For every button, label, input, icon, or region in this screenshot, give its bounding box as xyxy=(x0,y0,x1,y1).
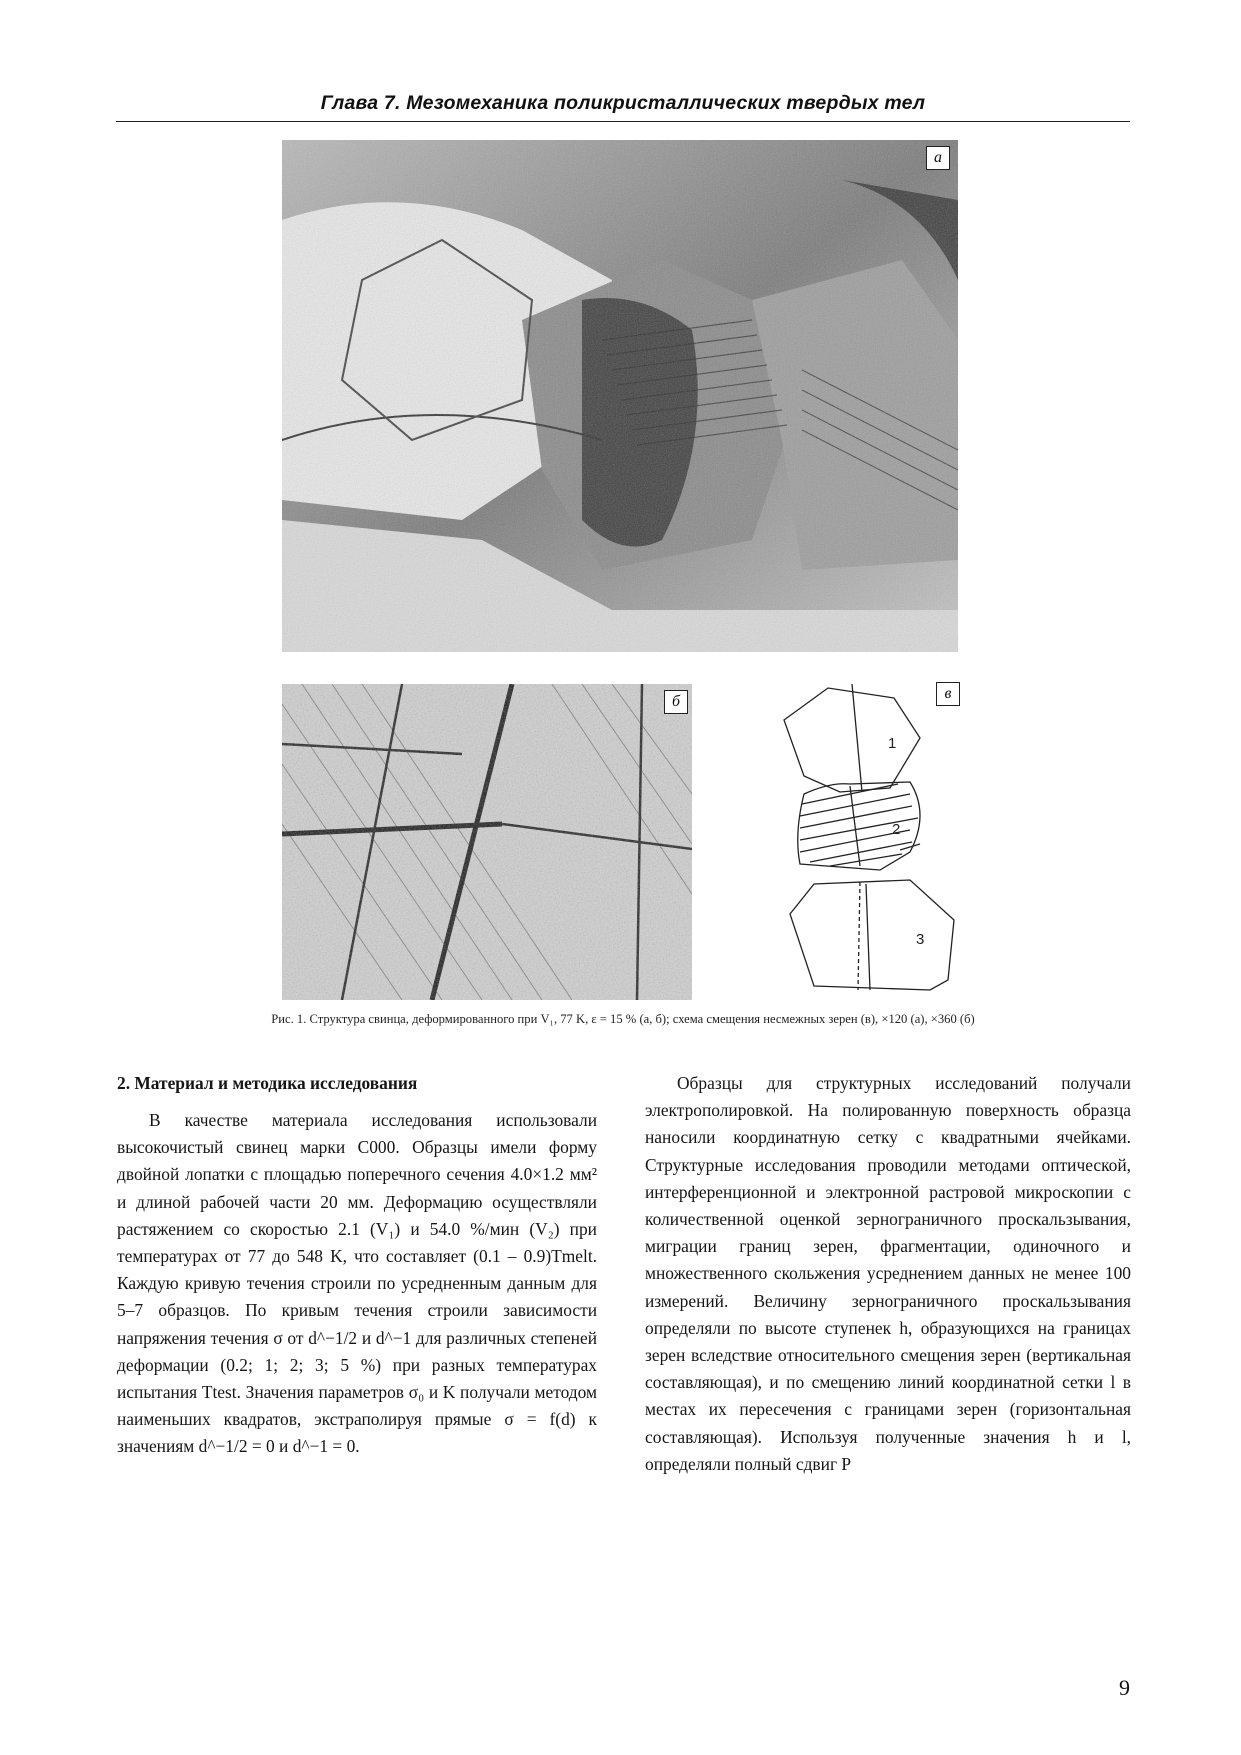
grain-label-1: 1 xyxy=(888,735,897,752)
running-header: Глава 7. Мезомеханика поликристаллических твердых тел xyxy=(320,92,926,114)
panel-label-a: а xyxy=(926,146,950,170)
micrograph-b xyxy=(282,684,692,1000)
section-heading: 2. Материал и методика исследования xyxy=(117,1073,418,1093)
grain-label-2: 2 xyxy=(892,821,901,838)
right-paragraph: Образцы для структурных исследований получали электрополировкой. На полированную поверхность образца наносили координатную сетку с квадратными ячейками. Структурные исследования проводили методами оптической, интерференционной и электронной растровой микроскопии с количественной оценкой зернограничного проскальзывания, миграции границ зерен, фрагментации, одиночного и множественного скольжения усреднением данных не менее 100 измерений. Величину зернограничного проскальзывания определяли по высоте ступенек h, образующихся на границах зерен вследствие относительного смещения зерен (вертикальная составляющая), и по смещению линий координатной сетки l в местах их пересечения с границами зерен (горизонтальная составляющая). Используя полученные значения h и l, определяли полный сдвиг P xyxy=(645,1073,1131,1474)
panel-label-b: б xyxy=(664,690,688,714)
left-paragraph: В качестве материала исследования использовали высокочистый свинец марки С000. Образцы имели форму двойной лопатки с площадью поперечного сечения 4.0×1.2 мм² и длиной рабочей части 20 мм. Деформацию осуществляли растяжением со скоростью 2.1 (V₁) и 54.0 %/мин (V₂) при температурах от 77 до 548 K, что составляет (0.1 – 0.9)Tmelt. Каждую кривую течения строили по усредненным данным для 5–7 образцов. По кривым течения строили зависимости напряжения течения σ от d^−1/2 и d^−1 для различных степеней деформации (0.2; 1; 2; 3; 5 %) при разных температурах испытания Ttest. Значения параметров σ₀ и K получали методом наименьших квадратов, экстраполируя прямые σ = f(d) к значениям d^−1/2 = 0 и d^−1 = 0. xyxy=(117,1110,597,1457)
grain-scheme-c xyxy=(770,684,970,1000)
micrograph-a xyxy=(282,140,958,652)
grain-label-3: 3 xyxy=(916,931,925,948)
right-column xyxy=(645,1070,1131,1478)
page-number: 9 xyxy=(1119,1675,1130,1700)
header-rule xyxy=(116,121,1130,122)
panel-label-c: в xyxy=(936,682,960,706)
figure-caption: Рис. 1. Структура свинца, деформированного при V₁, 77 K, ε = 15 % (а, б); схема смещения несмежных зерен (в), ×120 (а), ×360 (б) xyxy=(271,1012,975,1026)
left-column xyxy=(117,1070,597,1461)
